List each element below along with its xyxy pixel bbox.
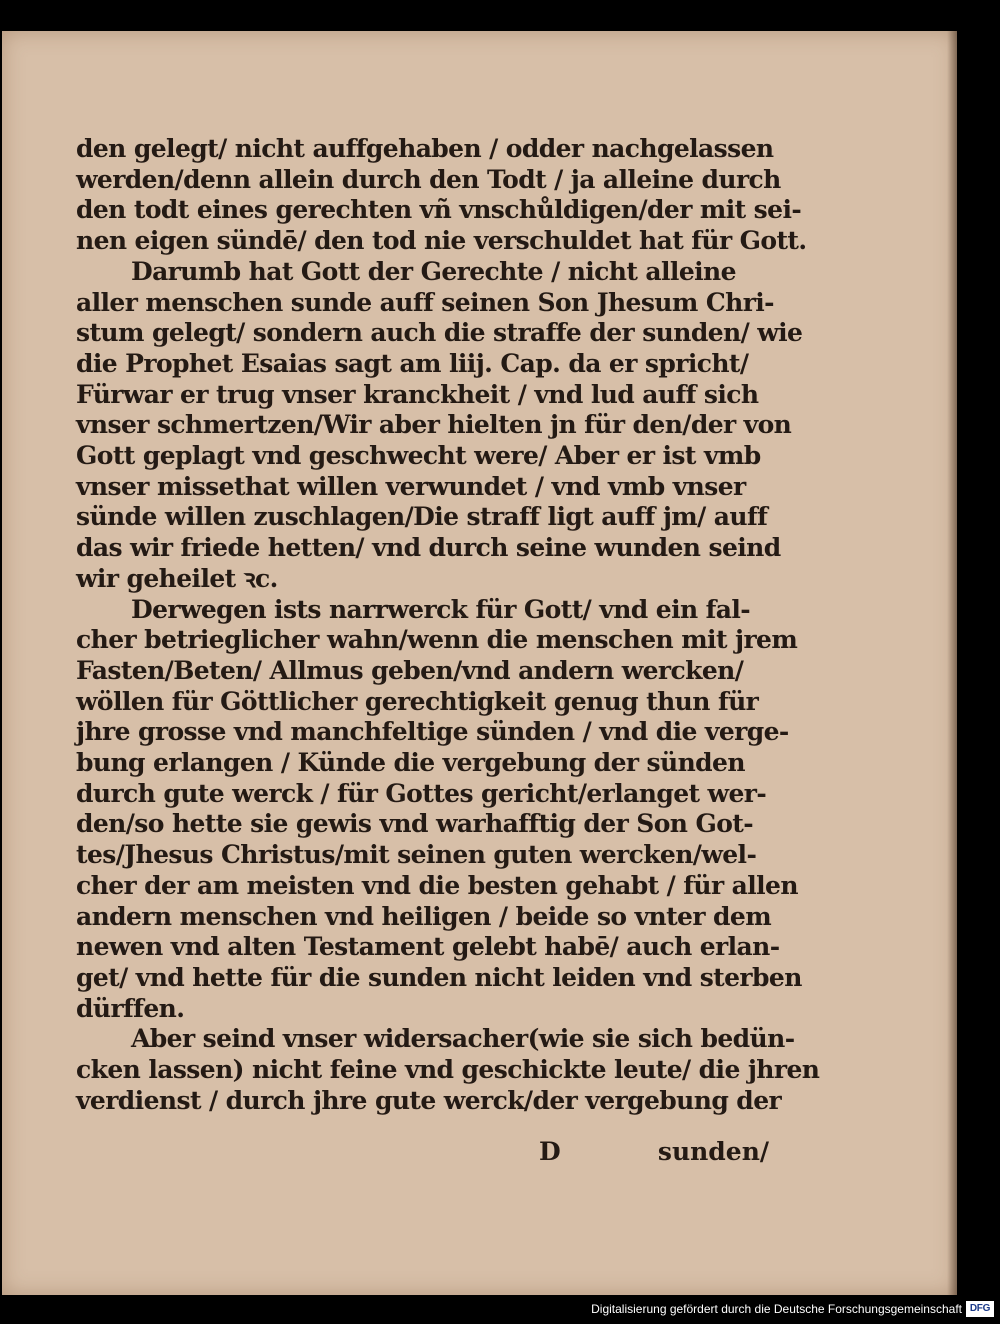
credit-bar [0,1295,1000,1324]
text-line: aller menschen sunde auff seinen Son Jhesum Chri- [76,287,774,317]
text-line: durch gute werck / für Gottes gericht/erlanget wer- [76,778,767,808]
text-line: tes/Jhesus Christus/mit seinen guten wercken/wel- [76,840,757,870]
text-line: andern menschen vnd heiligen / beide so vnter dem [76,901,772,931]
text-line: verdienst / durch jhre gute werck/der vergebung der [76,1085,782,1115]
text-line: vnser missethat willen verwundet / vnd vmb vnser [76,471,746,501]
text-line: wir geheilet ꝛc. [76,563,278,593]
paragraph-start-line: Darumb hat Gott der Gerechte / nicht alleine [131,256,736,286]
text-line: wöllen für Göttlicher gerechtigkeit genug thun für [76,686,759,716]
text-line: Fürwar er trug vnser kranckheit / vnd lud auff sich [76,379,759,409]
text-line: cher betrieglicher wahn/wenn die menschen mit jrem [76,625,798,655]
text-block [76,134,820,1117]
text-line: die Prophet Esaias sagt am liij. Cap. da er spricht/ [76,348,749,378]
text-line: den todt eines gerechten vñ vnschůldigen/der mit sei- [76,195,802,225]
text-line: get/ vnd hette für die sunden nicht leiden vnd sterben [76,962,802,992]
page-edge [947,31,957,1295]
funding-credit: Digitalisierung gefördert durch die Deutsche Forschungsgemeinschaft [591,1302,962,1316]
paragraph-start-line: Aber seind vnser widersacher(wie sie sich bedün- [131,1024,795,1054]
text-line: nen eigen sündē/ den tod nie verschuldet hat für Gott. [76,226,807,256]
signature-mark: D [539,1137,561,1166]
text-line: Fasten/Beten/ Allmus geben/vnd andern wercken/ [76,655,744,685]
text-line: sünde willen zuschlagen/Die straff ligt auff jm/ auff [76,502,768,532]
text-line: newen vnd alten Testament gelebt habē/ auch erlan- [76,932,780,962]
page-footer-marks [74,1137,794,1169]
text-line: den gelegt/ nicht auffgehaben / odder nachgelassen [76,134,774,163]
text-line: cher der am meisten vnd die besten gehabt / für allen [76,870,798,900]
text-line: jhre grosse vnd manchfeltige sünden / vnd die verge- [76,717,789,747]
catchword: sunden/ [657,1137,769,1166]
dfg-logo-icon: DFG [966,1301,994,1317]
text-line: vnser schmertzen/Wir aber hielten jn für den/der von [76,410,792,440]
text-line: das wir friede hetten/ vnd durch seine wunden seind [76,533,781,563]
text-line: Gott geplagt vnd geschwecht were/ Aber er ist vmb [76,441,761,471]
text-line: dürffen. [76,993,185,1023]
text-line: werden/denn allein durch den Todt / ja alleine durch [76,164,781,194]
paragraph-start-line: Derwegen ists narrwerck für Gott/ vnd ein fal- [131,594,751,624]
text-line: den/so hette sie gewis vnd warhafftig der Son Got- [76,809,754,839]
text-line: cken lassen) nicht feine vnd geschickte leute/ die jhren [76,1055,820,1085]
book-page [2,31,957,1295]
text-line: bung erlangen / Künde die vergebung der sünden [76,748,745,778]
text-line: stum gelegt/ sondern auch die straffe der sunden/ wie [76,318,803,348]
